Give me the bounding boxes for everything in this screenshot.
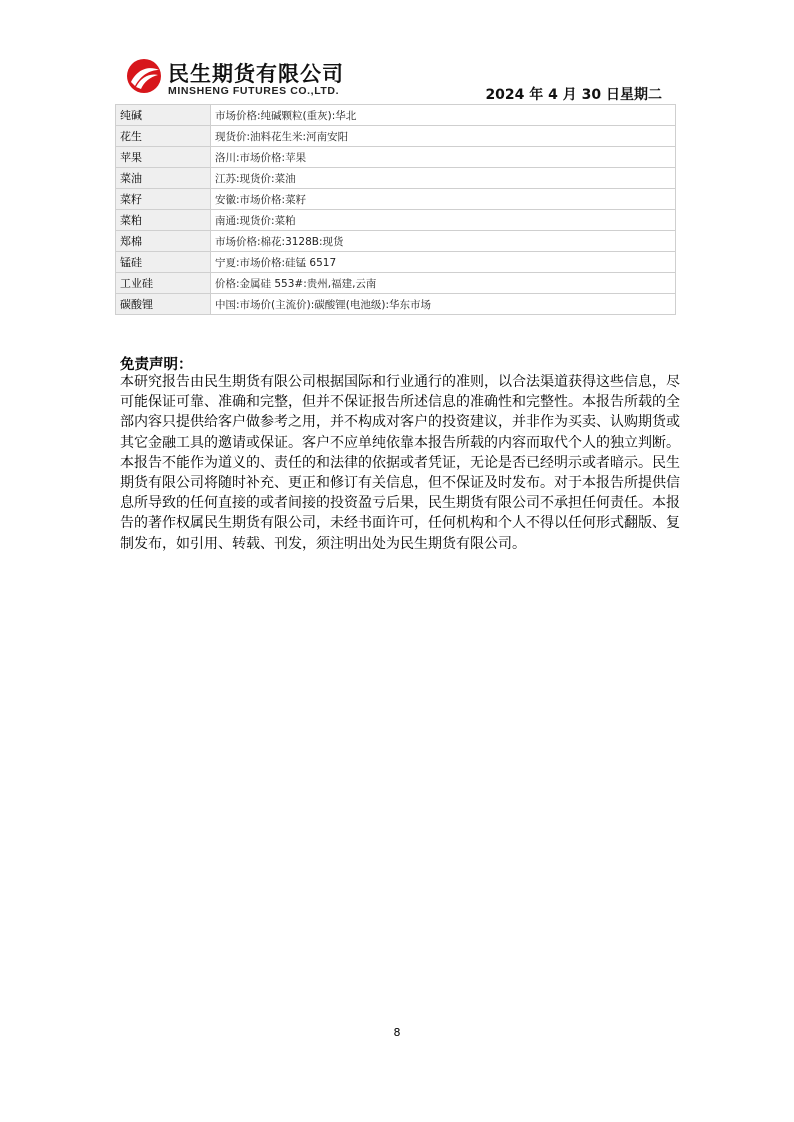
price-source-spec: 宁夏:市场价格:硅锰 6517 xyxy=(211,252,676,273)
table-row xyxy=(116,231,676,252)
commodity-name: 苹果 xyxy=(116,147,211,168)
commodity-name: 碳酸锂 xyxy=(116,294,211,315)
price-source-table xyxy=(115,104,676,315)
commodity-name: 菜粕 xyxy=(116,210,211,231)
price-source-spec: 市场价格:纯碱颗粒(重灰):华北 xyxy=(211,105,676,126)
report-date: 2024 年 4 月 30 日星期二 xyxy=(485,87,662,103)
price-source-spec: 江苏:现货价:菜油 xyxy=(211,168,676,189)
price-source-spec: 安徽:市场价格:菜籽 xyxy=(211,189,676,210)
table-row xyxy=(116,273,676,294)
minsheng-logo-icon xyxy=(126,58,162,94)
table-row xyxy=(116,210,676,231)
price-source-spec: 现货价:油料花生米:河南安阳 xyxy=(211,126,676,147)
price-source-spec: 洛川:市场价格:苹果 xyxy=(211,147,676,168)
disclaimer-title: 免责声明： xyxy=(120,357,193,373)
price-source-spec: 南通:现货价:菜粕 xyxy=(211,210,676,231)
table-row xyxy=(116,126,676,147)
commodity-name: 工业硅 xyxy=(116,273,211,294)
price-source-spec: 价格:金属硅 553#:贵州,福建,云南 xyxy=(211,273,676,294)
table-row xyxy=(116,252,676,273)
disclaimer-body: 本研究报告由民生期货有限公司根据国际和行业通行的准则，以合法渠道获得这些信息，尽可能保证可靠、准确和完整，但并不保证报告所述信息的准确性和完整性。本报告所载的全部内容只提供给客户做参考之用，并不构成对客户的投资建议，并非作为买卖、认购期货或其它金融工具的邀请或保证。客户不应单纯依靠本报告所载的内容而取代个人的独立判断。本报告不能作为道义的、责任的和法律的依据或者凭证，无论是否已经明示或者暗示。民生期货有限公司将随时补充、更正和修订有关信息，但不保证及时发布。对于本报告所提供信息所导致的任何直接的或者间接的投资盈亏后果，民生期货有限公司不承担任何责任。本报告的著作权属民生期货有限公司，未经书面许可，任何机构和个人不得以任何形式翻版、复制发布，如引用、转载、刊发，须注明出处为民生期货有限公司。 xyxy=(120,374,680,552)
table-row xyxy=(116,189,676,210)
table-row xyxy=(116,147,676,168)
price-source-spec: 市场价格:棉花:3128B:现货 xyxy=(211,231,676,252)
logo-english-name: MINSHENG FUTURES CO.,LTD. xyxy=(168,85,340,97)
company-logo xyxy=(126,58,366,102)
commodity-name: 花生 xyxy=(116,126,211,147)
commodity-name: 菜油 xyxy=(116,168,211,189)
commodity-name: 锰硅 xyxy=(116,252,211,273)
table-row xyxy=(116,105,676,126)
page-number: 8 xyxy=(393,1026,401,1039)
commodity-name: 菜籽 xyxy=(116,189,211,210)
table-row xyxy=(116,168,676,189)
price-source-spec: 中国:市场价(主流价):碳酸锂(电池级):华东市场 xyxy=(211,294,676,315)
logo-chinese-name: 民生期货有限公司 xyxy=(168,62,344,86)
table-row xyxy=(116,294,676,315)
commodity-name: 郑棉 xyxy=(116,231,211,252)
commodity-name: 纯碱 xyxy=(116,105,211,126)
